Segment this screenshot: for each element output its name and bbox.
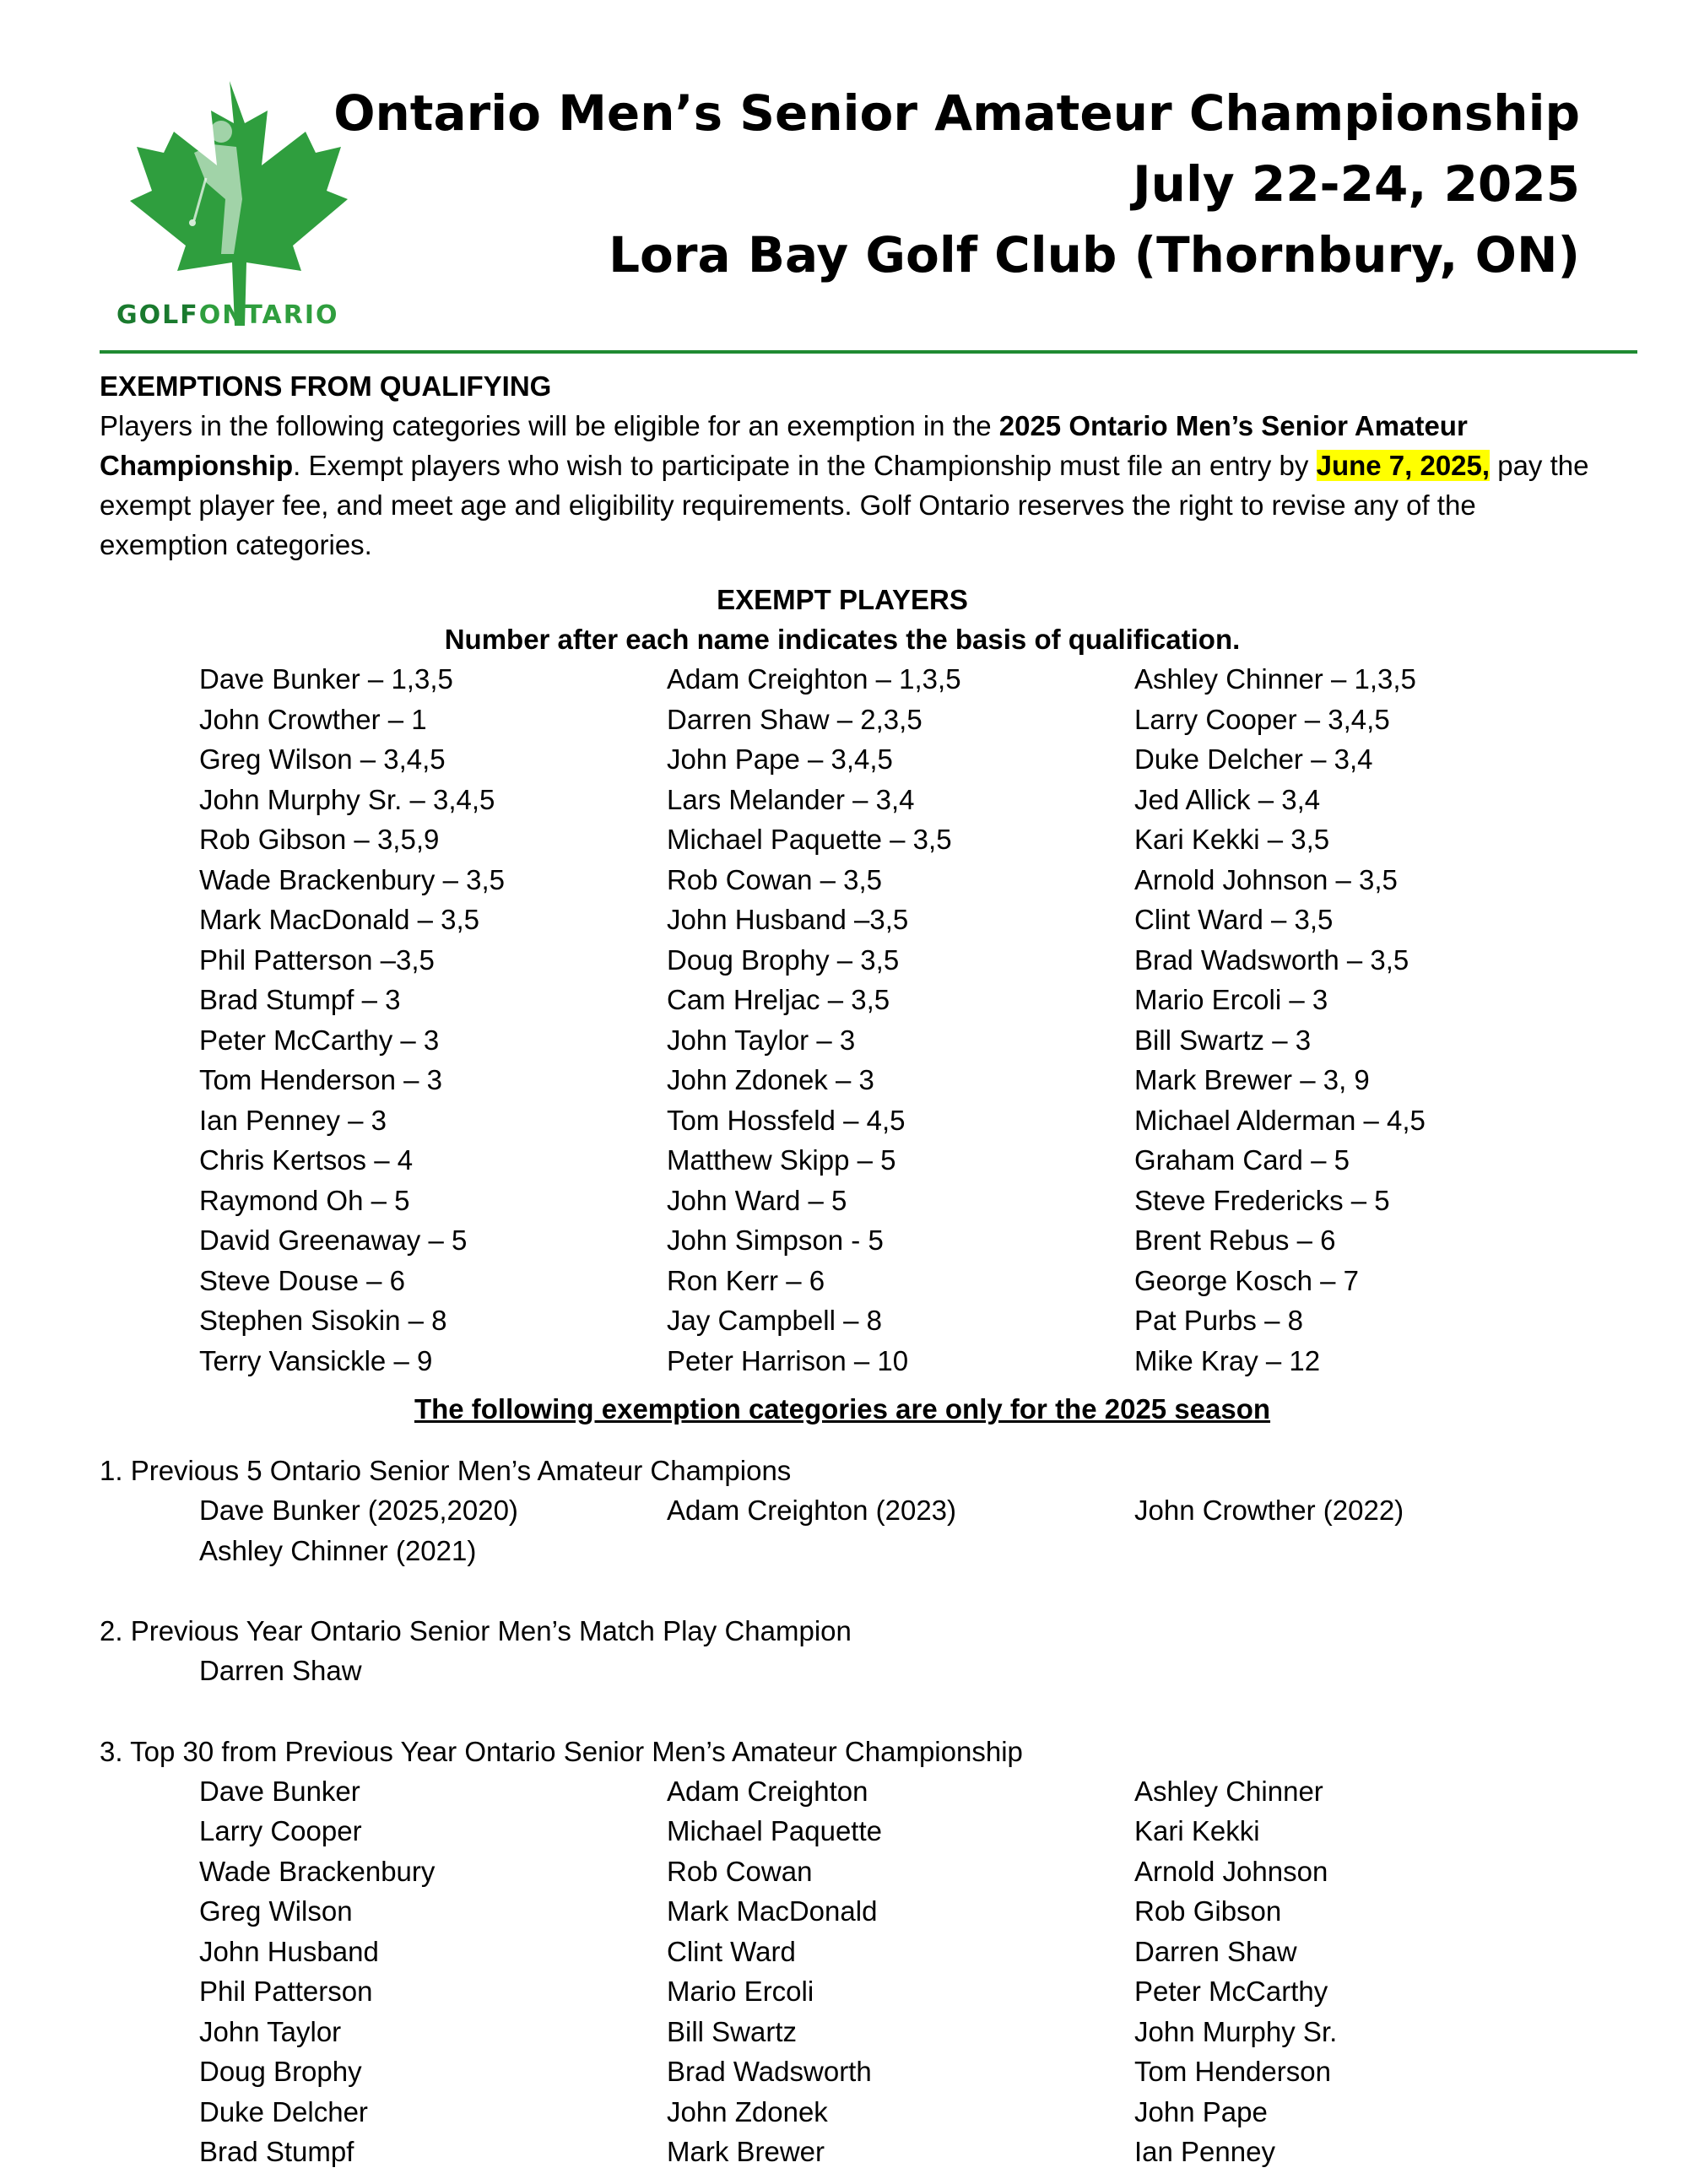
list-row (199, 2132, 1602, 2172)
exempt-players-subtitle: Number after each name indicates the basis of qualification. (444, 624, 1241, 655)
list-row (199, 1100, 1602, 1141)
player-name: Duke Delcher – 3,4 (1134, 743, 1373, 775)
player-name: Ashley Chinner – 1,3,5 (1134, 663, 1416, 695)
list-row (199, 1341, 1602, 1381)
category-title: 1. Previous 5 Ontario Senior Men’s Amateur Champions (100, 1455, 792, 1486)
list-row (199, 1060, 1602, 1100)
player-name: John Murphy Sr. – 3,4,5 (199, 783, 495, 815)
player-name: John Husband –3,5 (667, 904, 909, 935)
player-name: Mario Ercoli – 3 (1134, 984, 1328, 1015)
list-row (199, 900, 1602, 940)
list-row (199, 780, 1602, 820)
category-title: 3. Top 30 from Previous Year Ontario Senior Men’s Amateur Championship (100, 1735, 1023, 1767)
player-name: Ashley Chinner (1134, 1775, 1323, 1807)
player-name: Cam Hreljac – 3,5 (667, 984, 890, 1015)
player-name: John Pape – 3,4,5 (667, 743, 893, 775)
intro-paragraph: Players in the following categories will be eligible for an exemption in the 2025 Ontario Men’s Senior Amateur Championship. Exempt players who wish to participate in the Championship must file an entry by June 7, 2025, pay the exempt player fee, and meet age and eligibility requirements. Golf Ontario reserves the right to revise any of the exemption categories. (100, 410, 1589, 560)
list-row (199, 2012, 1602, 2052)
header-divider (100, 350, 1637, 354)
player-name: John Pape (1134, 2095, 1268, 2127)
player-name: John Zdonek (667, 2095, 828, 2127)
title-event: Ontario Men’s Senior Amateur Championship (333, 84, 1580, 142)
player-name: Kari Kekki (1134, 1815, 1260, 1846)
player-name: Steve Douse – 6 (199, 1264, 405, 1296)
category-2-list (100, 1651, 1602, 1691)
player-name: Rob Gibson – 3,5,9 (199, 824, 440, 855)
player-name: George Kosch – 7 (1134, 1264, 1359, 1296)
list-row (199, 1891, 1602, 1932)
player-name: Ian Penney (1134, 2136, 1275, 2167)
player-name: Pat Purbs – 8 (1134, 1305, 1303, 1336)
list-row (199, 860, 1602, 900)
title-venue: Lora Bay Golf Club (Thornbury, ON) (609, 226, 1580, 284)
document-body (100, 366, 1602, 2172)
player-name: Michael Paquette – 3,5 (667, 824, 952, 855)
player-name: Duke Delcher (199, 2095, 368, 2127)
player-name: Raymond Oh – 5 (199, 1184, 410, 1216)
list-row (199, 980, 1602, 1020)
list-row (199, 1181, 1602, 1221)
player-name: Bill Swartz – 3 (1134, 1024, 1312, 1056)
list-row (199, 1771, 1602, 1812)
list-row (199, 819, 1602, 860)
player-name: Stephen Sisokin – 8 (199, 1305, 447, 1336)
player-name: Tom Henderson – 3 (199, 1064, 442, 1095)
list-row (199, 1220, 1602, 1261)
list-row (199, 1651, 1602, 1691)
list-row (199, 1932, 1602, 1972)
player-name: Larry Cooper – 3,4,5 (1134, 703, 1390, 735)
player-name: Brad Stumpf (199, 2136, 354, 2167)
player-name: Adam Creighton – 1,3,5 (667, 663, 961, 695)
category-1-list (100, 1490, 1602, 1570)
player-name: John Taylor (199, 2015, 342, 2047)
player-name: Steve Fredericks – 5 (1134, 1184, 1390, 1216)
player-name: Darren Shaw (199, 1655, 362, 1686)
player-name: Brad Stumpf – 3 (199, 984, 401, 1015)
player-name: Graham Card – 5 (1134, 1144, 1350, 1176)
category-1 (100, 1451, 1602, 1570)
player-name: John Crowther (2022) (1134, 1495, 1404, 1526)
player-name: Kari Kekki – 3,5 (1134, 824, 1330, 855)
player-name: Dave Bunker (2025,2020) (199, 1495, 518, 1526)
player-name: Brent Rebus – 6 (1134, 1224, 1336, 1256)
player-name: John Taylor – 3 (667, 1024, 856, 1056)
player-name: Dave Bunker – 1,3,5 (199, 663, 453, 695)
player-name: John Murphy Sr. (1134, 2015, 1338, 2047)
list-row (199, 2092, 1602, 2133)
player-name: Greg Wilson – 3,4,5 (199, 743, 446, 775)
player-name: Bill Swartz (667, 2015, 798, 2047)
player-name: Ian Penney – 3 (199, 1104, 387, 1136)
player-name: Rob Gibson (1134, 1895, 1282, 1927)
player-name: Terry Vansickle – 9 (199, 1344, 433, 1376)
player-name: David Greenaway – 5 (199, 1224, 468, 1256)
entry-deadline-highlight: June 7, 2025, (1316, 450, 1491, 481)
list-row (199, 1852, 1602, 1892)
player-name: Michael Paquette (667, 1815, 882, 1846)
player-name (1134, 1651, 1602, 1691)
player-name: Arnold Johnson (1134, 1855, 1328, 1887)
player-name: Brad Wadsworth (667, 2056, 872, 2087)
player-name: John Zdonek – 3 (667, 1064, 874, 1095)
player-name: Tom Henderson (1134, 2056, 1331, 2087)
category-title: 2. Previous Year Ontario Senior Men’s Match Play Champion (100, 1615, 852, 1646)
player-name: Mark Brewer (667, 2136, 825, 2167)
player-name: Jay Campbell – 8 (667, 1305, 882, 1336)
player-name: Mark Brewer – 3, 9 (1134, 1064, 1370, 1095)
player-name: Phil Patterson (199, 1976, 373, 2007)
player-name: Michael Alderman – 4,5 (1134, 1104, 1426, 1136)
exempt-players-table (100, 659, 1602, 1381)
player-name: Peter Harrison – 10 (667, 1344, 909, 1376)
player-name: Wade Brackenbury (199, 1855, 436, 1887)
player-name: Greg Wilson (199, 1895, 353, 1927)
list-row (199, 1811, 1602, 1852)
player-name: Adam Creighton (2023) (667, 1495, 957, 1526)
player-name: Arnold Johnson – 3,5 (1134, 863, 1398, 895)
player-name: John Ward – 5 (667, 1184, 847, 1216)
player-name: Clint Ward – 3,5 (1134, 904, 1334, 935)
player-name: John Husband (199, 1935, 379, 1967)
list-row (199, 1261, 1602, 1301)
player-name: Tom Hossfeld – 4,5 (667, 1104, 906, 1136)
player-name: Doug Brophy (199, 2056, 362, 2087)
list-row (199, 1300, 1602, 1341)
section-heading: EXEMPTIONS FROM QUALIFYING (100, 370, 552, 402)
document-title (314, 78, 1580, 290)
player-name: Mario Ercoli (667, 1976, 814, 2007)
player-name (667, 1531, 1134, 1571)
player-name: Mark MacDonald – 3,5 (199, 904, 479, 935)
list-row (199, 700, 1602, 740)
player-name: Phil Patterson –3,5 (199, 943, 435, 976)
player-name: Doug Brophy – 3,5 (667, 943, 900, 976)
player-name: Rob Cowan (667, 1855, 813, 1887)
list-row (199, 1140, 1602, 1181)
player-name: Darren Shaw (1134, 1935, 1297, 1967)
list-row (199, 940, 1602, 981)
player-name: Ron Kerr – 6 (667, 1264, 825, 1296)
player-name (667, 1651, 1134, 1691)
player-name: Peter McCarthy (1134, 1976, 1328, 2007)
player-name: John Crowther – 1 (199, 703, 427, 735)
player-name: Matthew Skipp – 5 (667, 1144, 896, 1176)
list-row (199, 1490, 1602, 1531)
player-name: Adam Creighton (667, 1775, 868, 1807)
list-row (199, 739, 1602, 780)
player-name (1134, 1531, 1602, 1571)
player-name: Clint Ward (667, 1935, 796, 1967)
logo-wordmark: GOLFONTARIO (116, 300, 339, 330)
player-name: Wade Brackenbury – 3,5 (199, 863, 505, 895)
season-note: The following exemption categories are only for the 2025 season (414, 1393, 1271, 1424)
category-3 (100, 1732, 1602, 2172)
list-row (199, 659, 1602, 700)
player-name: Larry Cooper (199, 1815, 362, 1846)
player-name: Peter McCarthy – 3 (199, 1024, 440, 1056)
list-row (199, 1020, 1602, 1061)
title-dates: July 22-24, 2025 (1133, 155, 1580, 213)
player-name: Darren Shaw – 2,3,5 (667, 703, 922, 735)
player-name: Ashley Chinner (2021) (199, 1534, 477, 1566)
category-2 (100, 1611, 1602, 1691)
player-name: Brad Wadsworth – 3,5 (1134, 943, 1409, 976)
player-name: Jed Allick – 3,4 (1134, 783, 1321, 815)
player-name: Lars Melander – 3,4 (667, 783, 915, 815)
player-name: Mark MacDonald (667, 1895, 878, 1927)
category-3-list (100, 1771, 1602, 2172)
player-name: Rob Cowan – 3,5 (667, 863, 882, 895)
exempt-players-title: EXEMPT PLAYERS (717, 584, 968, 615)
list-row (199, 1971, 1602, 2012)
player-name: John Simpson - 5 (667, 1224, 884, 1256)
player-name: Mike Kray – 12 (1134, 1344, 1321, 1376)
player-name: Dave Bunker (199, 1775, 360, 1807)
list-row (199, 1531, 1602, 1571)
player-name: Chris Kertsos – 4 (199, 1144, 414, 1176)
list-row (199, 2052, 1602, 2092)
